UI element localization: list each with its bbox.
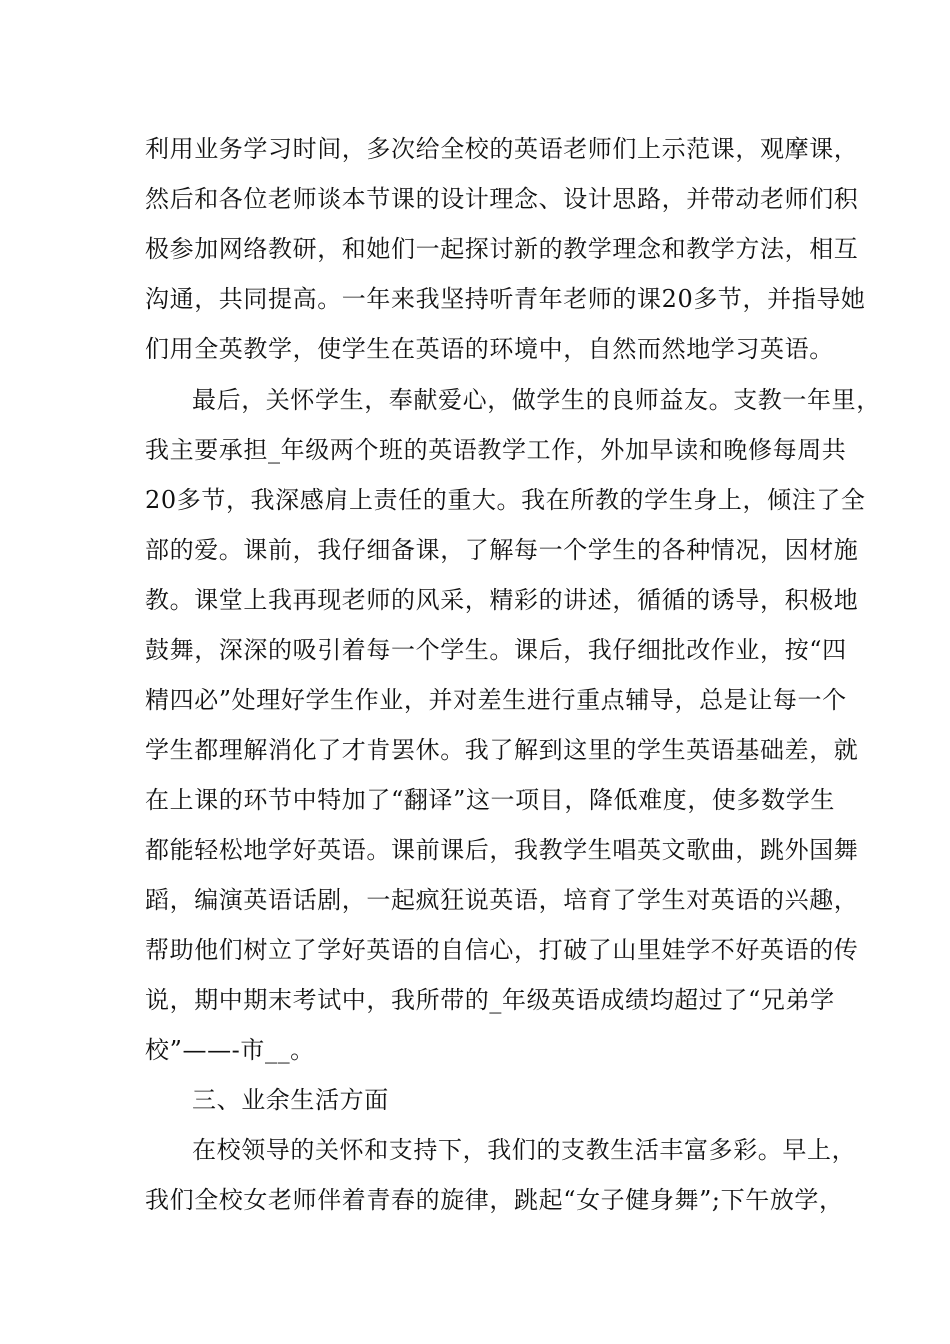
- text-line: 极参加网络教研，和她们一起探讨新的教学理念和教学方法，相互: [145, 235, 859, 263]
- text-line: 利用业务学习时间，多次给全校的英语老师们上示范课，观摩课，: [145, 135, 859, 163]
- text-line: 部的爱。课前，我仔细备课，了解每一个学生的各种情况，因材施: [145, 536, 859, 564]
- text-line: 学生都理解消化了才肯罢休。我了解到这里的学生英语基础差，就: [145, 736, 859, 764]
- text-line: 教。课堂上我再现老师的风采，精彩的讲述，循循的诱导，积极地: [145, 586, 859, 614]
- text-line: 们用全英教学，使学生在英语的环境中，自然而然地学习英语。: [145, 335, 834, 363]
- text-line: 在上课的环节中特加了“翻译”这一项目，降低难度，使多数学生: [145, 786, 835, 814]
- text-line: 蹈，编演英语话剧，一起疯狂说英语，培育了学生对英语的兴趣，: [145, 886, 859, 914]
- text-line: 精四必”处理好学生作业，并对差生进行重点辅导，总是让每一个: [145, 686, 847, 714]
- paragraph-start-line: 最后，关怀学生，奉献爱心，做学生的良师益友。支教一年里，: [192, 386, 881, 414]
- section-heading: 三、业余生活方面: [192, 1086, 389, 1114]
- text-line: 沟通，共同提高。一年来我坚持听青年老师的课20多节，并指导她: [145, 285, 866, 313]
- text-line: 我主要承担_年级两个班的英语教学工作，外加早读和晚修每周共: [145, 436, 847, 464]
- text-line: 校”——-市__。: [145, 1036, 315, 1064]
- text-line: 帮助他们树立了学好英语的自信心，打破了山里娃学不好英语的传: [145, 936, 859, 964]
- paragraph-start-line: 在校领导的关怀和支持下，我们的支教生活丰富多彩。早上，: [192, 1136, 857, 1164]
- text-line: 鼓舞，深深的吸引着每一个学生。课后，我仔细批改作业，按“四: [145, 636, 847, 664]
- text-line: 然后和各位老师谈本节课的设计理念、设计思路，并带动老师们积: [145, 185, 859, 213]
- text-line: 我们全校女老师伴着青春的旋律，跳起“女子健身舞”;下午放学，: [145, 1186, 844, 1214]
- text-line: 说，期中期末考试中，我所带的_年级英语成绩均超过了“兄弟学: [145, 986, 835, 1014]
- text-line: 20多节，我深感肩上责任的重大。我在所教的学生身上，倾注了全: [145, 486, 866, 514]
- text-line: 都能轻松地学好英语。课前课后，我教学生唱英文歌曲，跳外国舞: [145, 836, 859, 864]
